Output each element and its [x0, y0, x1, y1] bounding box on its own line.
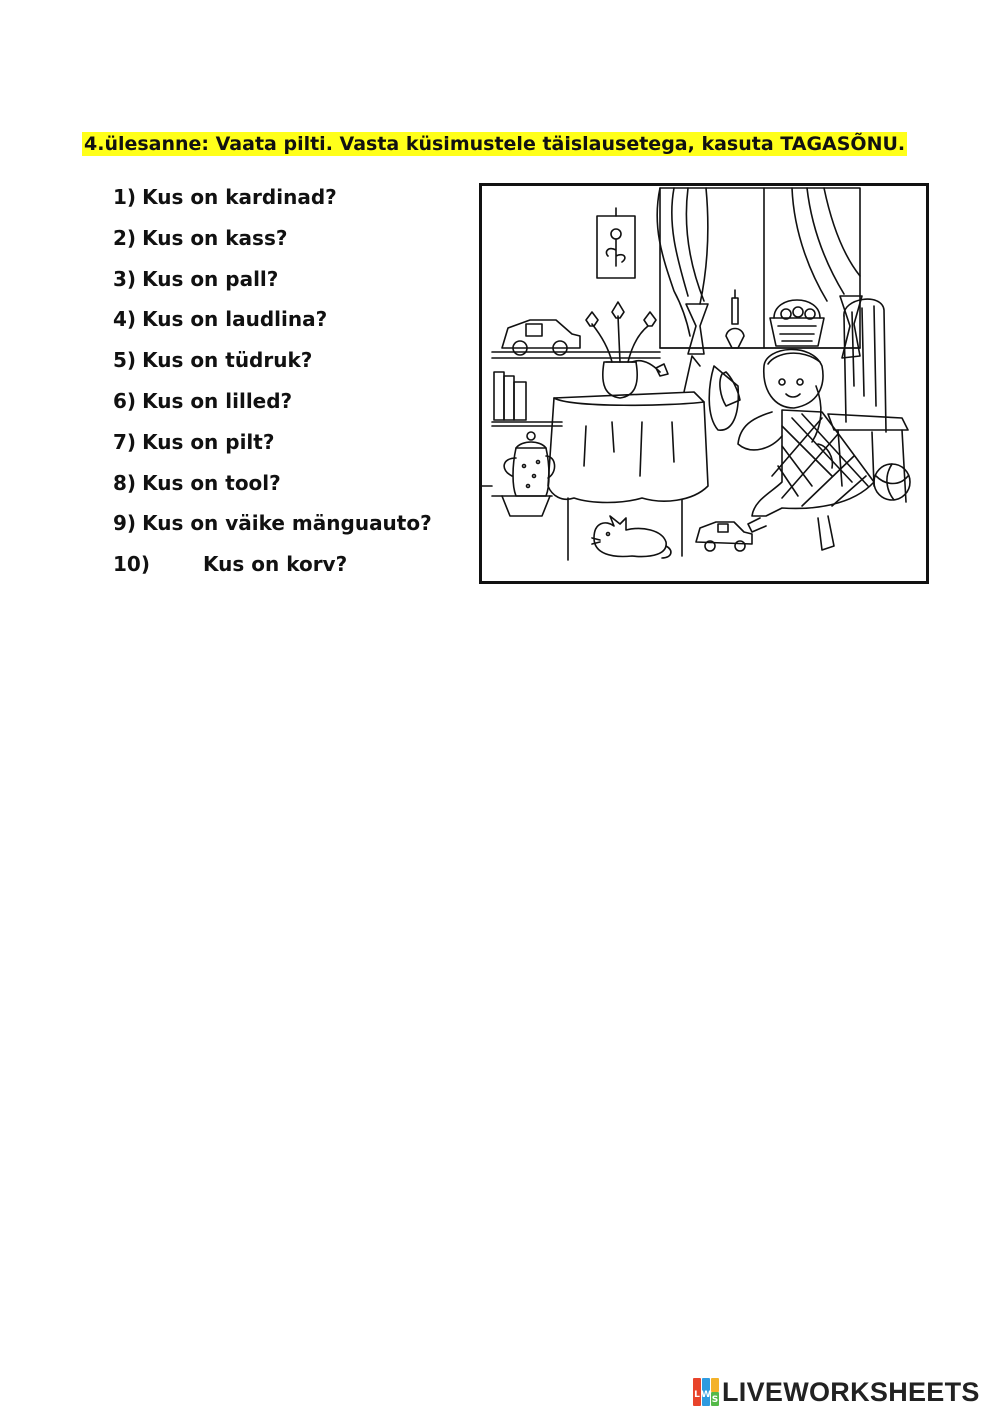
- question-number: 9): [113, 511, 137, 536]
- liveworksheets-brand-text: LIVEWORKSHEETS: [722, 1377, 980, 1407]
- question-text: Kus on pilt?: [142, 429, 275, 454]
- question-item: [113, 182, 432, 223]
- question-text: Kus on lilled?: [142, 388, 293, 413]
- room-illustration-drawing: [482, 186, 926, 581]
- question-text: Kus on tool?: [142, 470, 281, 495]
- question-text: Kus on kardinad?: [142, 185, 337, 209]
- chair: [828, 299, 908, 502]
- teapot: [504, 432, 554, 496]
- question-number: 4): [113, 307, 137, 332]
- task-title-text: 4.ülesanne: Vaata pilti. Vasta küsimustele täislausetega, kasuta TAGASÕNU.: [84, 133, 906, 155]
- question-text: Kus on tüdruk?: [142, 348, 313, 373]
- question-item: [113, 549, 432, 590]
- question-item: [113, 304, 432, 345]
- question-item: [113, 508, 432, 549]
- question-number: 6): [113, 388, 137, 413]
- liveworksheets-logo: [693, 1375, 980, 1409]
- question-item: [113, 468, 432, 509]
- question-item: [113, 223, 432, 264]
- logo-letter-w: W: [701, 1390, 711, 1400]
- question-number: 5): [113, 348, 137, 373]
- task-title: [82, 131, 962, 157]
- question-item: [113, 264, 432, 305]
- question-text: Kus on kass?: [142, 225, 288, 250]
- shelf: [492, 320, 660, 358]
- toy-car: [696, 522, 752, 551]
- basket: [770, 300, 824, 346]
- curtains: [657, 188, 862, 358]
- question-number: 2): [113, 225, 137, 250]
- question-number: 8): [113, 470, 137, 495]
- question-list: [113, 182, 432, 590]
- girl: [720, 349, 874, 550]
- question-item: [113, 345, 432, 386]
- liveworksheets-logo-icon: [693, 1378, 719, 1406]
- question-number: 3): [113, 266, 137, 291]
- logo-bar-yellow: [711, 1378, 719, 1392]
- room-illustration: [479, 183, 929, 584]
- wall-picture: [597, 208, 635, 278]
- question-item: [113, 427, 432, 468]
- flower-vase: [586, 302, 668, 398]
- question-number: 1): [113, 185, 137, 209]
- candle: [726, 290, 744, 348]
- logo-letter-l: L: [694, 1390, 700, 1400]
- logo-letter-s: S: [711, 1395, 719, 1405]
- question-text: Kus on väike mänguauto?: [142, 511, 432, 536]
- cat: [592, 516, 671, 558]
- question-text: Kus on laudlina?: [142, 307, 328, 332]
- question-item: [113, 386, 432, 427]
- question-number: 10): [113, 552, 150, 577]
- question-text: Kus on pall?: [142, 266, 279, 291]
- question-text: Kus on korv?: [203, 552, 348, 577]
- question-number: 7): [113, 429, 137, 454]
